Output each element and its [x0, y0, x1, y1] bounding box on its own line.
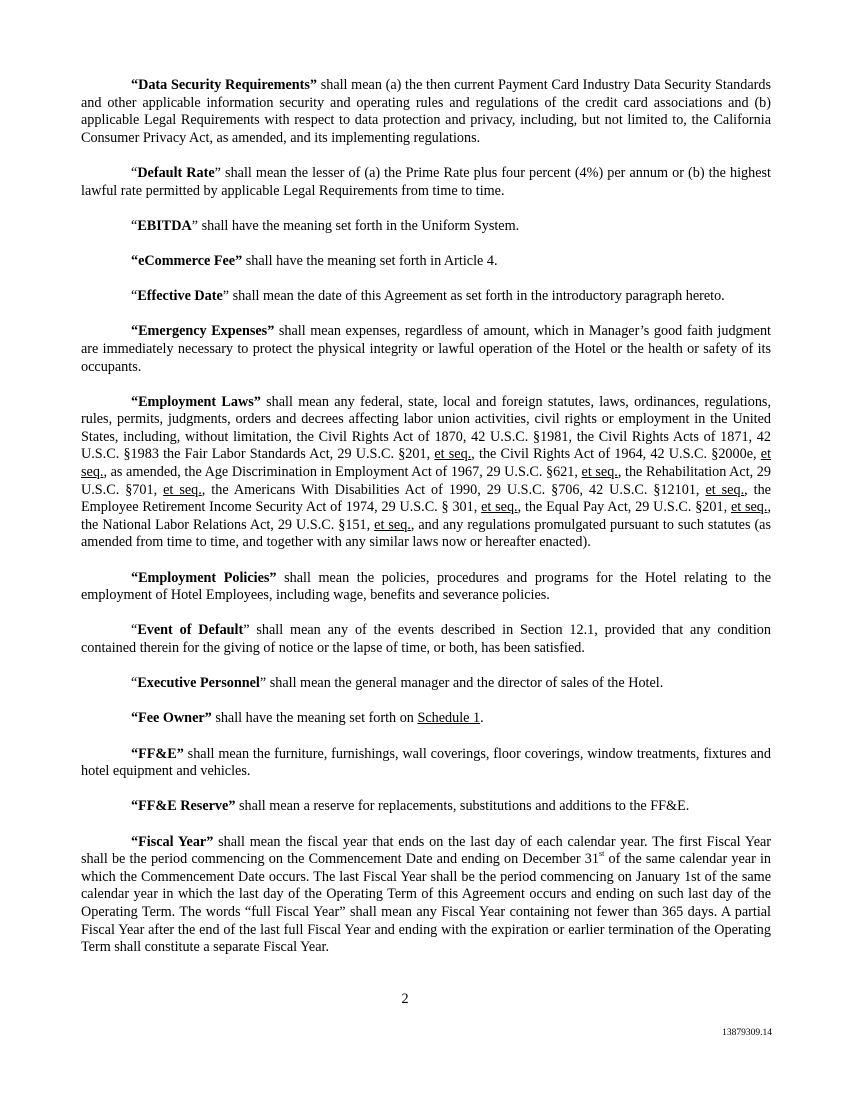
- defined-term: Default Rate: [137, 164, 215, 181]
- underlined-text: et seq.: [481, 499, 518, 516]
- open-quote: “: [131, 164, 138, 181]
- definition-text: shall mean any federal, state, local and foreign statutes, laws, ordinances, regulations, rules, permits, judgments, orders and decrees affecting labor union activities, civil rights or employment in the United States, including, without limitation, the Civil Rights Act of 1870, 42 U.S.C. §1981, the Civil Rights Acts of 1871, 42 U.S.C. §1983 the Fair Labor Standards Act, 29 U.S.C. §201,: [81, 393, 771, 463]
- definition-text: , as amended, the Age Discrimination in Employment Act of 1967, 29 U.S.C. §621,: [103, 464, 582, 481]
- defined-term: Emergency Expenses: [138, 323, 268, 340]
- document-id: 13879309.14: [722, 1028, 772, 1038]
- defined-term: Event of Default: [137, 622, 244, 639]
- open-quote: “: [131, 323, 139, 340]
- defined-term: Data Security Requirements: [138, 77, 310, 93]
- definition-paragraph: [81, 710, 771, 728]
- definition-text: of the same calendar year in which the Commencement Date occurs. The last Fiscal Year shall be the period commencing on January 1st of the same calendar year in which the last day of the Operating Term of this Agreement occurs and ending on such last day of the Operating Term. The words “full Fiscal Year” shall mean any Fiscal Year containing not fewer than 365 days. A partial Fiscal Year after the end of the last full Fiscal Year and ending with the expiration or earlier termination of the Operating Term shall constitute a separate Fiscal Year.: [81, 851, 771, 956]
- definition-paragraph: [81, 253, 771, 271]
- underlined-text: et seq.: [434, 446, 472, 463]
- close-quote: ”: [222, 288, 230, 305]
- definition-text: shall mean the general manager and the director of sales of the Hotel.: [266, 675, 664, 692]
- open-quote: “: [131, 833, 139, 850]
- defined-term: Executive Personnel: [137, 675, 260, 692]
- definition-text: , the Employee Retirement Income Security Act of 1974, 29 U.S.C. § 301,: [81, 481, 771, 516]
- definition-text: shall mean the date of this Agreement as set forth in the introductory paragraph hereto.: [229, 288, 725, 305]
- definition-text: shall mean any of the events described in Section 12.1, provided that any condition contained therein for the giving of notice or the lapse of time, or both, has been satisfied.: [81, 622, 771, 656]
- definition-paragraph: [81, 675, 771, 693]
- close-quote: ”: [253, 393, 261, 410]
- close-quote: ”: [243, 622, 250, 639]
- close-quote: ”: [176, 745, 184, 762]
- defined-term: eCommerce Fee: [138, 252, 236, 269]
- underlined-text: et seq.: [705, 481, 745, 498]
- close-quote: ”: [267, 323, 275, 340]
- open-quote: “: [131, 622, 138, 639]
- underlined-text: et seq.: [581, 464, 618, 481]
- definition-text: , the Americans With Disabilities Act of 1990, 29 U.S.C. §706, 42 U.S.C. §12101,: [201, 481, 706, 498]
- open-quote: “: [131, 675, 138, 692]
- defined-term: EBITDA: [137, 217, 192, 234]
- close-quote: ”: [214, 164, 221, 181]
- open-quote: “: [131, 393, 139, 410]
- definition-paragraph: [81, 394, 771, 552]
- definition-text: .: [480, 710, 484, 727]
- definition-text: shall mean the furniture, furnishings, wall coverings, floor coverings, window treatments, fixtures and hotel equipment and vehicles.: [81, 745, 771, 780]
- close-quote: ”: [235, 252, 243, 269]
- defined-term: FF&E: [138, 745, 177, 762]
- definition-text: shall have the meaning set forth on: [211, 710, 418, 727]
- close-quote: ”: [206, 833, 214, 850]
- definition-paragraph: [81, 746, 771, 781]
- definition-paragraph: [81, 798, 771, 816]
- definitions-section: [81, 77, 771, 957]
- open-quote: “: [131, 569, 139, 586]
- page-number: 2: [401, 991, 409, 1007]
- open-quote: “: [131, 77, 139, 93]
- underlined-text: et seq.: [730, 499, 768, 516]
- definition-paragraph: [81, 165, 771, 200]
- open-quote: “: [131, 288, 138, 305]
- definition-paragraph: [81, 570, 771, 605]
- definition-text: shall have the meaning set forth in the Uniform System.: [198, 217, 520, 234]
- underlined-text: et seq.: [81, 446, 772, 481]
- open-quote: “: [131, 710, 139, 727]
- open-quote: “: [131, 745, 139, 762]
- definition-paragraph: [81, 622, 771, 657]
- defined-term: Fee Owner: [138, 710, 205, 727]
- defined-term: Fiscal Year: [138, 833, 207, 850]
- definition-paragraph: [81, 834, 771, 957]
- open-quote: “: [131, 798, 139, 815]
- close-quote: ”: [269, 569, 277, 586]
- definition-text: shall have the meaning set forth in Article 4.: [242, 252, 498, 269]
- close-quote: ”: [204, 710, 212, 727]
- defined-term: Employment Laws: [138, 393, 254, 410]
- close-quote: ”: [228, 798, 236, 815]
- defined-term: FF&E Reserve: [138, 798, 229, 815]
- definition-text: , and any regulations promulgated pursuant to such statutes (as amended from time to time, and together with any similar laws now or hereafter enacted).: [81, 516, 771, 551]
- definition-text: shall mean expenses, regardless of amount, which in Manager’s good faith judgment are immediately necessary to protect the physical integrity or lawful operation of the Hotel or the health or safety of its occupants.: [81, 323, 771, 375]
- definition-text: , the National Labor Relations Act, 29 U.S.C. §151,: [81, 499, 771, 533]
- definition-paragraph: [81, 323, 771, 376]
- definition-text: shall mean the policies, procedures and programs for the Hotel relating to the employment of Hotel Employees, including wage, benefits and severance policies.: [81, 569, 772, 604]
- definition-text: shall mean a reserve for replacements, substitutions and additions to the FF&E.: [235, 798, 690, 815]
- close-quote: ”: [191, 217, 199, 234]
- definition-paragraph: [81, 77, 771, 147]
- open-quote: “: [131, 217, 138, 234]
- definition-text: shall mean (a) the then current Payment Card Industry Data Security Standards and other applicable information security and operating rules and regulations of the credit card associations and (b) applicable Legal Requirements with respect to data protection and privacy, including, but not limited to, the California Consumer Privacy Act, as amended, and its implementing regulations.: [81, 77, 771, 146]
- definition-text: shall mean the fiscal year that ends on the last day of each calendar year. The first Fiscal Year shall be the period commencing on the Commencement Date and ending on December 31: [81, 833, 772, 868]
- definition-paragraph: [81, 288, 771, 306]
- underlined-text: et seq.: [374, 516, 411, 533]
- close-quote: ”: [309, 77, 318, 93]
- close-quote: ”: [259, 675, 267, 692]
- superscript-text: st: [598, 849, 605, 859]
- defined-term: Effective Date: [137, 288, 223, 305]
- definition-text: , the Equal Pay Act, 29 U.S.C. §201,: [517, 499, 731, 516]
- underlined-text: et seq.: [163, 481, 202, 498]
- definition-text: , the Civil Rights Act of 1964, 42 U.S.C. §2000e,: [471, 446, 761, 463]
- definition-text: shall mean the lesser of (a) the Prime Rate plus four percent (4%) per annum or (b) the highest lawful rate permitted by applicable Legal Requirements from time to time.: [81, 164, 771, 199]
- definition-text: , the Rehabilitation Act, 29 U.S.C. §701,: [81, 464, 771, 498]
- underlined-text: Schedule 1: [417, 710, 481, 727]
- open-quote: “: [131, 252, 139, 269]
- definition-paragraph: [81, 218, 771, 236]
- defined-term: Employment Policies: [138, 569, 270, 586]
